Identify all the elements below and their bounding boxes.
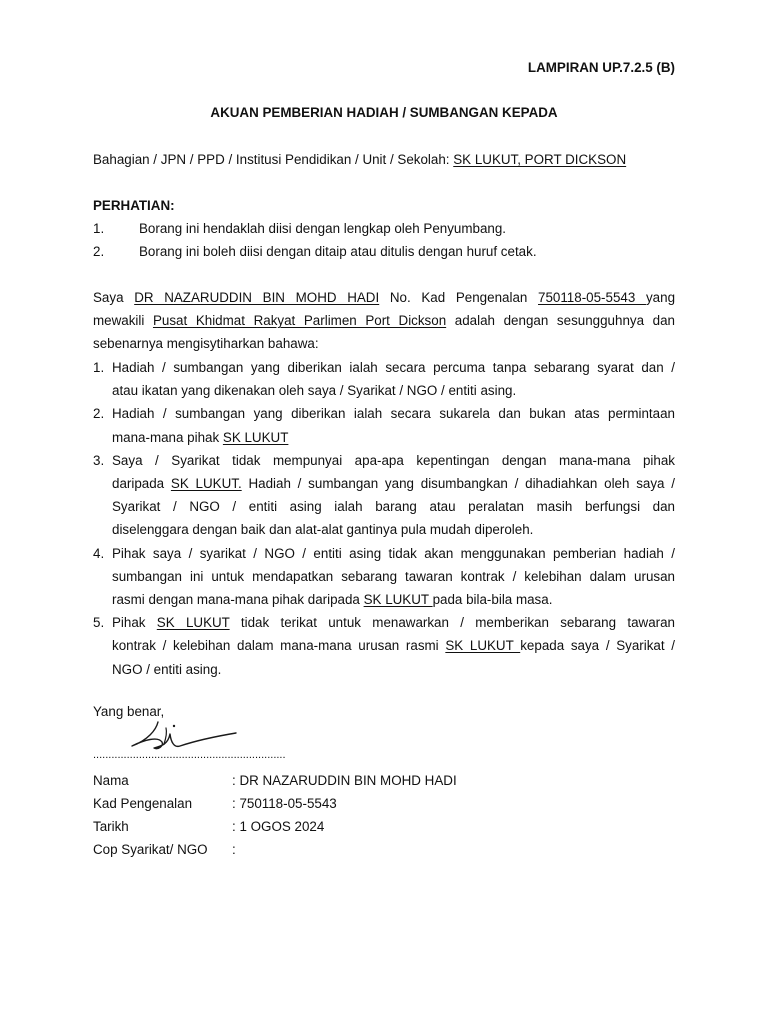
detail-label: Kad Pengenalan (93, 796, 193, 811)
list-number: 3. (93, 452, 105, 468)
list-line: Pihak saya / syarikat / NGO / entiti asing tidak akan menggunakan pemberian hadiah / (112, 545, 675, 561)
list-item (93, 542, 675, 612)
list-text: rasmi dengan mana-mana pihak daripada (112, 592, 364, 608)
division-label: Bahagian / JPN / PPD / Institusi Pendidikan / Unit / Sekolah: (93, 152, 454, 167)
notice-text: Borang ini hendaklah diisi dengan lengkap oleh Penyumbang. (139, 221, 507, 236)
detail-value: : 1 OGOS 2024 (232, 819, 325, 834)
notice-number: 2. (93, 244, 105, 259)
list-line (112, 472, 675, 495)
list-line: sumbangan ini untuk mendapatkan sebarang tawaran kontrak / kelebihan dalam urusan (112, 568, 675, 584)
list-text: Pihak (112, 615, 157, 631)
detail-row (93, 773, 593, 788)
school-name: SK LUKUT. (170, 476, 242, 492)
list-item (93, 611, 675, 681)
declaration-paragraph (93, 286, 675, 356)
organization-name: Pusat Khidmat Rakyat Parlimen Port Dickson (152, 313, 447, 329)
text-ic-label: No. Kad Pengenalan (379, 290, 539, 305)
detail-row (93, 842, 593, 857)
detail-value: : 750118-05-5543 (232, 796, 337, 811)
list-line (112, 634, 675, 657)
text-yang: yang (645, 290, 676, 305)
list-item (93, 356, 675, 402)
notice-item (93, 221, 675, 236)
school-name: SK LUKUT (445, 638, 521, 654)
text-saya: Saya (93, 290, 135, 305)
division-value: SK LUKUT, PORT DICKSON (453, 152, 627, 167)
school-name: SK LUKUT (222, 429, 289, 445)
school-name: SK LUKUT (156, 615, 230, 631)
list-line (112, 426, 675, 449)
list-line: NGO / entiti asing. (112, 661, 222, 677)
declarant-name: DR NAZARUDDIN BIN MOHD HADI (134, 290, 380, 305)
school-name: SK LUKUT (363, 592, 433, 608)
notice-heading: PERHATIAN: (93, 198, 175, 213)
list-number: 4. (93, 545, 105, 561)
list-line: atau ikatan yang dikenakan oleh saya / Syarikat / NGO / entiti asing. (112, 383, 517, 399)
list-line: diselenggara dengan baik dan alat-alat gantinya pula mudah diperoleh. (112, 522, 534, 538)
division-line (93, 152, 693, 167)
detail-label: Tarikh (93, 819, 129, 834)
detail-row (93, 819, 593, 834)
list-line: Saya / Syarikat tidak mempunyai apa-apa kepentingan dengan mana-mana pihak (112, 452, 675, 468)
list-line: Hadiah / sumbangan yang diberikan ialah secara percuma tanpa sebarang syarat dan / (112, 360, 675, 375)
detail-label: Cop Syarikat/ NGO (93, 842, 208, 857)
list-text: pada bila-bila masa. (432, 592, 553, 608)
detail-label: Nama (93, 773, 129, 788)
notice-item (93, 244, 675, 259)
list-text: Hadiah / sumbangan yang disumbangkan / dihadiahkan oleh saya / (241, 476, 675, 492)
list-number: 1. (93, 360, 105, 375)
list-item (93, 402, 675, 448)
declaration-line (93, 309, 675, 332)
list-text: mana-mana pihak (112, 429, 223, 445)
text-mewakili: mewakili (93, 313, 153, 329)
document-title: AKUAN PEMBERIAN HADIAH / SUMBANGAN KEPADA (210, 105, 558, 120)
reference-code: LAMPIRAN UP.7.2.5 (B) (527, 60, 675, 75)
detail-value: : (232, 842, 236, 857)
list-line (112, 588, 675, 611)
list-line (112, 611, 675, 634)
list-item (93, 449, 675, 542)
declaration-line (93, 286, 675, 309)
declaration-line: sebenarnya mengisytiharkan bahawa: (93, 336, 319, 352)
closing-text: Yang benar, (93, 704, 165, 719)
detail-row (93, 796, 593, 811)
detail-value: : DR NAZARUDDIN BIN MOHD HADI (232, 773, 457, 788)
list-text: tidak terikat untuk menawarkan / memberikan sebarang tawaran (229, 615, 675, 631)
notice-number: 1. (93, 221, 105, 236)
list-number: 2. (93, 406, 105, 422)
notice-text: Borang ini boleh diisi dengan ditaip atau ditulis dengan huruf cetak. (139, 244, 537, 259)
list-text: kepada saya / Syarikat / (520, 638, 675, 654)
list-line: Hadiah / sumbangan yang diberikan ialah secara sukarela dan bukan atas permintaan (112, 406, 675, 422)
list-text: daripada (112, 476, 171, 492)
list-text: kontrak / kelebihan dalam mana-mana urusan rasmi (112, 638, 446, 654)
text-line2: adalah dengan sesungguhnya dan (446, 313, 675, 329)
signature-line: ............................................................... (93, 749, 286, 761)
list-line: Syarikat / NGO / entiti asing ialah barang atau peralatan masih berfungsi dan (112, 499, 675, 515)
declaration-list (93, 356, 675, 681)
list-number: 5. (93, 615, 105, 631)
declarant-ic: 750118-05-5543 (538, 290, 646, 305)
